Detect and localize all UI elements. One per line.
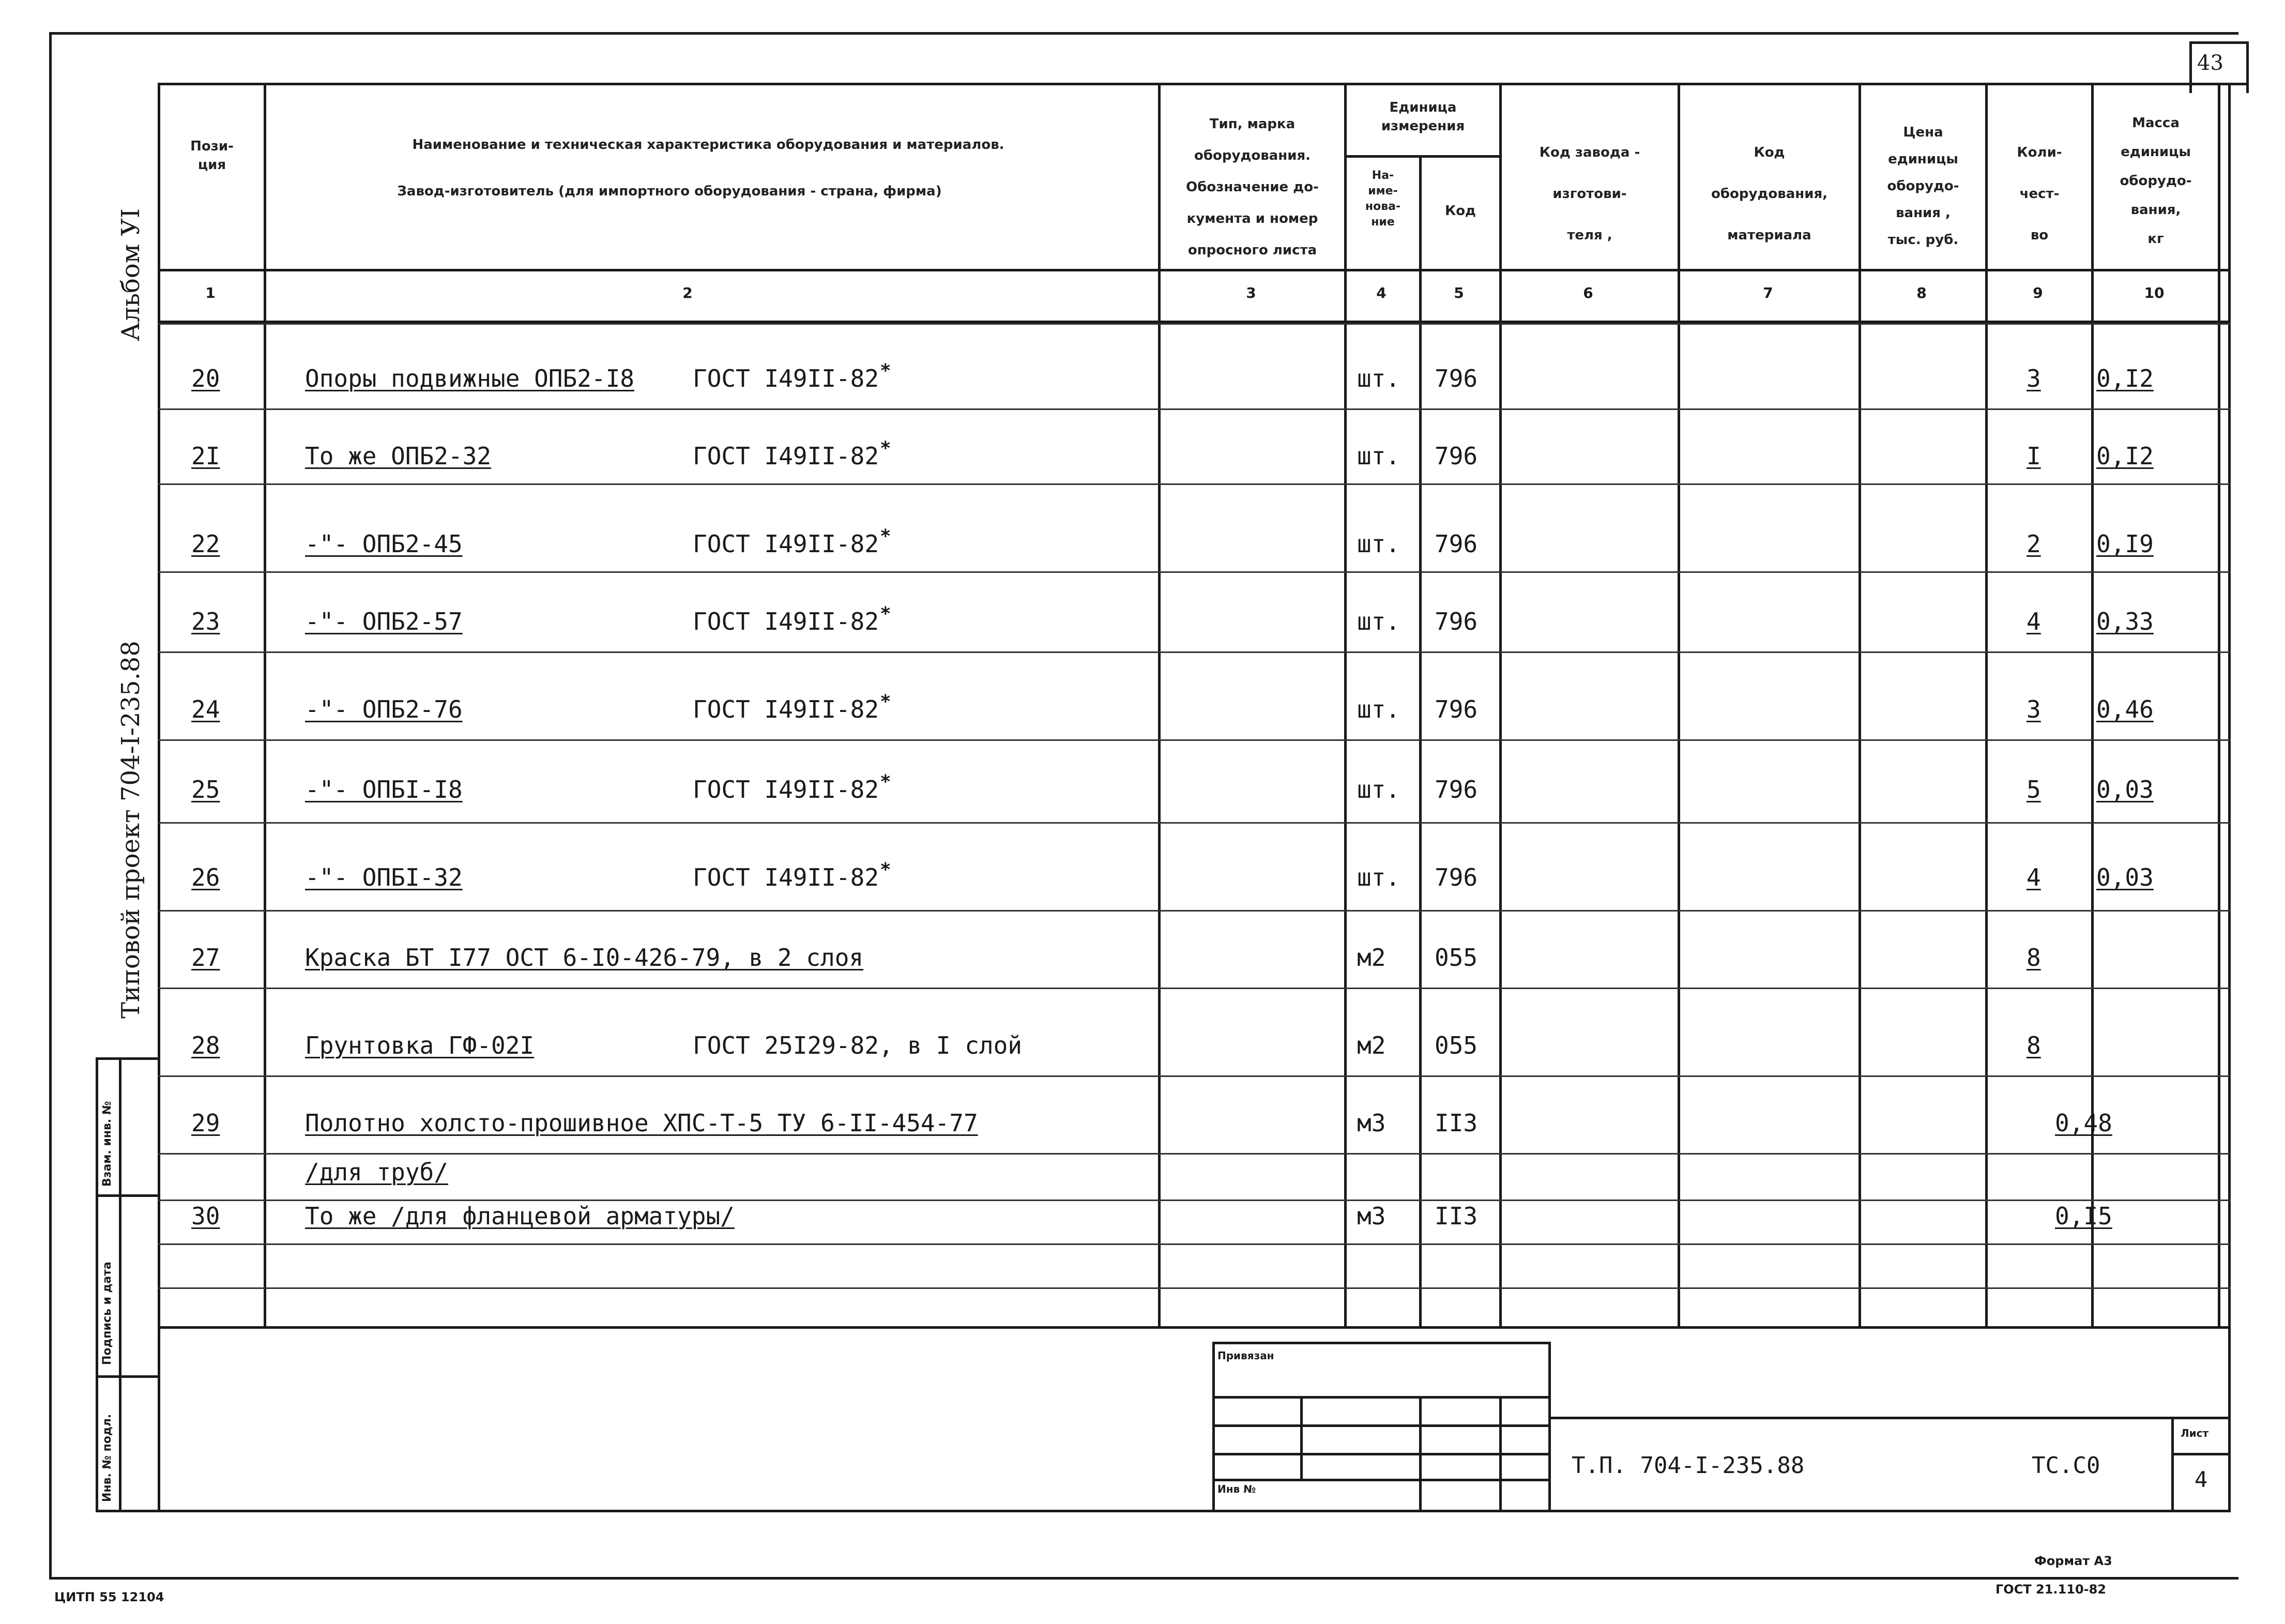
row-position: 23 xyxy=(191,608,220,635)
row-quantity: 2 xyxy=(2027,530,2041,558)
row-name: -"- ОПБI-32 xyxy=(305,863,463,891)
row-gost-star: * xyxy=(880,771,891,793)
col-line-5 xyxy=(1499,83,1502,1329)
row-rule xyxy=(158,910,2231,912)
table-bottom xyxy=(158,1510,2231,1512)
row-unit: шт. xyxy=(1357,776,1400,803)
pagenum-box-top xyxy=(2189,41,2249,44)
header-name-line2: Завод-изготовитель (для импортного оборудования - страна, фирма) xyxy=(397,184,942,199)
doc-mark: ТС.С0 xyxy=(2032,1452,2100,1479)
col-line-2 xyxy=(1158,83,1161,1329)
row-rule xyxy=(158,1243,2231,1245)
row-gost: ГОСТ 25I29-82, в I слой xyxy=(693,1031,1022,1059)
row-unit: м2 xyxy=(1357,1031,1386,1059)
project-label: Типовой проект 704-I-235.88 xyxy=(116,641,145,1019)
row-gost: ГОСТ I49II-82 xyxy=(693,365,879,392)
row-position: 24 xyxy=(191,695,220,723)
row-quantity: 4 xyxy=(2027,863,2041,891)
row-unit-code: 796 xyxy=(1435,608,1478,635)
row-gost: ГОСТ I49II-82 xyxy=(693,776,879,803)
frame-bottom-outer xyxy=(49,1577,2238,1580)
colnum-8: 8 xyxy=(1916,284,1927,301)
privyazan-vline-1 xyxy=(1300,1396,1303,1479)
col-line-10 xyxy=(2218,83,2220,1329)
list-box-rule xyxy=(2171,1453,2231,1455)
header-unit: Единица измерения xyxy=(1381,100,1465,134)
header-material-code: Код оборудования, материала xyxy=(1711,145,1828,243)
stamp-sep-2 xyxy=(96,1375,160,1378)
doc-code: Т.П. 704-I-235.88 xyxy=(1572,1452,1805,1479)
colnum-3: 3 xyxy=(1246,284,1256,301)
row-rule xyxy=(158,408,2231,410)
row-rule xyxy=(158,1200,2231,1201)
row-unit: шт. xyxy=(1357,608,1400,635)
pagenum-box-left xyxy=(2189,41,2192,93)
header-quantity: Коли- чест- во xyxy=(2017,145,2062,243)
row-position: 26 xyxy=(191,863,220,891)
row-mass: 0,03 xyxy=(2096,863,2154,891)
col-line-7 xyxy=(1859,83,1861,1329)
row-name: -"- ОПБ2-76 xyxy=(305,695,463,723)
row-quantity: 5 xyxy=(2027,776,2041,803)
row-name: Полотно холсто-прошивное ХПС-Т-5 ТУ 6-II-454-77 xyxy=(305,1109,978,1137)
row-name: То же ОПБ2-32 xyxy=(305,442,492,470)
row-quantity: I xyxy=(2027,442,2041,470)
privyazan-label: Привязан xyxy=(1217,1349,1274,1362)
row-unit-code: 796 xyxy=(1435,365,1478,392)
pagenum-box-right xyxy=(2246,41,2249,93)
unit-subheader-rule xyxy=(1344,155,1499,158)
col-line-8 xyxy=(1985,83,1988,1329)
header-mass: Масса единицы оборудо- вания, кг xyxy=(2120,115,2192,247)
colnum-10: 10 xyxy=(2144,284,2165,301)
privyazan-left xyxy=(1212,1342,1215,1512)
header-position: Пози- ция xyxy=(190,139,234,173)
row-unit: шт. xyxy=(1357,863,1400,891)
row-position: 25 xyxy=(191,776,220,803)
colnum-5: 5 xyxy=(1454,284,1464,301)
header-type: Тип, марка оборудования. Обозначение до- кумента и номер опросного листа xyxy=(1186,116,1319,258)
inv-no-label: Инв № xyxy=(1217,1483,1256,1495)
row-mass: 0,33 xyxy=(2096,608,2154,635)
row-rule xyxy=(158,739,2231,741)
row-gost: ГОСТ I49II-82 xyxy=(693,530,879,558)
row-gost: ГОСТ I49II-82 xyxy=(693,695,879,723)
row-name: /для труб/ xyxy=(305,1158,448,1186)
stamp-vzam: Взам. инв. № xyxy=(101,1101,114,1187)
colnum-9: 9 xyxy=(2033,284,2043,301)
format-label: Формат А3 xyxy=(2034,1554,2112,1568)
row-rule xyxy=(158,323,2231,325)
row-unit-code: II3 xyxy=(1435,1202,1478,1230)
row-name: Опоры подвижные ОПБ2-I8 xyxy=(305,365,634,392)
row-quantity: 0,48 xyxy=(2055,1109,2112,1137)
row-rule xyxy=(158,651,2231,653)
row-position: 27 xyxy=(191,944,220,972)
row-position: 28 xyxy=(191,1031,220,1059)
row-unit-code: 796 xyxy=(1435,695,1478,723)
header-price: Цена единицы оборудо- вания , тыс. руб. xyxy=(1887,125,1959,248)
col-line-3 xyxy=(1344,83,1347,1329)
row-position: 29 xyxy=(191,1109,220,1137)
row-unit-code: 796 xyxy=(1435,776,1478,803)
privyazan-top xyxy=(1212,1342,1551,1344)
row-unit: шт. xyxy=(1357,365,1400,392)
stamp-podpis: Подпись и дата xyxy=(101,1262,114,1365)
row-gost-star: * xyxy=(880,691,891,712)
frame-left xyxy=(49,32,52,1578)
header-unit-code: Код xyxy=(1444,203,1476,219)
row-unit-code: 055 xyxy=(1435,1031,1478,1059)
col-line-6 xyxy=(1678,83,1680,1329)
title-block-top xyxy=(1548,1417,2231,1419)
row-unit-code: 796 xyxy=(1435,863,1478,891)
row-rule xyxy=(158,483,2231,485)
row-unit-code: 796 xyxy=(1435,530,1478,558)
row-quantity: 3 xyxy=(2027,365,2041,392)
row-name: -"- ОПБI-I8 xyxy=(305,776,463,803)
row-quantity: 8 xyxy=(2027,944,2041,972)
colnum-4: 4 xyxy=(1376,284,1387,301)
album-label: Альбом УI xyxy=(116,208,145,341)
frame-top xyxy=(49,32,2238,35)
gost-label: ГОСТ 21.110-82 xyxy=(1995,1582,2107,1597)
row-position: 20 xyxy=(191,365,220,392)
row-mass: 0,I9 xyxy=(2096,530,2154,558)
row-name: -"- ОПБ2-57 xyxy=(305,608,463,635)
printer-label: ЦИТП 55 12104 xyxy=(54,1590,164,1604)
list-label: Лист xyxy=(2181,1427,2209,1439)
colnum-2: 2 xyxy=(682,284,693,301)
row-position: 30 xyxy=(191,1202,220,1230)
row-position: 2I xyxy=(191,442,220,470)
table-left xyxy=(158,83,160,1512)
header-name-line1: Наименование и техническая характеристика оборудования и материалов. xyxy=(412,137,1004,153)
row-mass: 0,I2 xyxy=(2096,365,2154,392)
col-line-1 xyxy=(264,83,266,1329)
row-mass: 0,03 xyxy=(2096,776,2154,803)
stamp-top xyxy=(96,1057,160,1060)
stamp-inv-podl: Инв. № подл. xyxy=(101,1414,114,1502)
row-quantity: 8 xyxy=(2027,1031,2041,1059)
row-gost-star: * xyxy=(880,360,891,382)
list-box-left xyxy=(2171,1417,2174,1512)
row-unit: шт. xyxy=(1357,530,1400,558)
body-bottom-rule xyxy=(158,1326,2231,1329)
row-gost-star: * xyxy=(880,526,891,547)
row-position: 22 xyxy=(191,530,220,558)
row-unit-code: 055 xyxy=(1435,944,1478,972)
row-gost-star: * xyxy=(880,859,891,881)
table-right xyxy=(2228,83,2231,1512)
row-mass: 0,I2 xyxy=(2096,442,2154,470)
header-rule-1 xyxy=(158,269,2231,271)
colnum-7: 7 xyxy=(1763,284,1773,301)
row-unit: шт. xyxy=(1357,695,1400,723)
page-number: 43 xyxy=(2197,51,2223,75)
row-mass: 0,46 xyxy=(2096,695,2154,723)
privyazan-vline-2 xyxy=(1419,1396,1422,1512)
header-unit-name: На- име- нова- ние xyxy=(1365,169,1401,229)
colnum-6: 6 xyxy=(1583,284,1593,301)
privyazan-vline-3 xyxy=(1499,1396,1502,1512)
row-name: -"- ОПБ2-45 xyxy=(305,530,463,558)
row-name: Краска БТ I77 ОСТ 6-I0-426-79, в 2 слоя xyxy=(305,944,864,972)
list-number: 4 xyxy=(2195,1467,2208,1492)
row-quantity: 4 xyxy=(2027,608,2041,635)
row-unit: м2 xyxy=(1357,944,1386,972)
row-unit-code: II3 xyxy=(1435,1109,1478,1137)
row-unit: м3 xyxy=(1357,1202,1386,1230)
privyazan-right xyxy=(1548,1342,1551,1512)
stamp-left xyxy=(96,1057,98,1512)
col-line-9 xyxy=(2091,83,2094,1329)
colnum-1: 1 xyxy=(205,284,216,301)
row-unit-code: 796 xyxy=(1435,442,1478,470)
row-gost-star: * xyxy=(880,603,891,625)
header-factory-code: Код завода - изготови- теля , xyxy=(1539,145,1640,243)
row-quantity: 0,I5 xyxy=(2055,1202,2112,1230)
stamp-mid xyxy=(119,1057,121,1512)
row-unit: м3 xyxy=(1357,1109,1386,1137)
row-gost: ГОСТ I49II-82 xyxy=(693,863,879,891)
row-rule xyxy=(158,822,2231,824)
row-name: Грунтовка ГФ-02I xyxy=(305,1031,535,1059)
row-name: То же /для фланцевой арматуры/ xyxy=(305,1202,735,1230)
row-gost: ГОСТ I49II-82 xyxy=(693,608,879,635)
row-gost: ГОСТ I49II-82 xyxy=(693,442,879,470)
row-rule xyxy=(158,571,2231,573)
stamp-sep-1 xyxy=(96,1194,160,1197)
stamp-bottom xyxy=(96,1510,160,1512)
table-top xyxy=(158,83,2246,85)
row-gost-star: * xyxy=(880,438,891,459)
row-rule xyxy=(158,1153,2231,1155)
row-quantity: 3 xyxy=(2027,695,2041,723)
row-unit: шт. xyxy=(1357,442,1400,470)
row-rule xyxy=(158,1075,2231,1077)
row-rule xyxy=(158,1287,2231,1289)
row-rule xyxy=(158,988,2231,989)
